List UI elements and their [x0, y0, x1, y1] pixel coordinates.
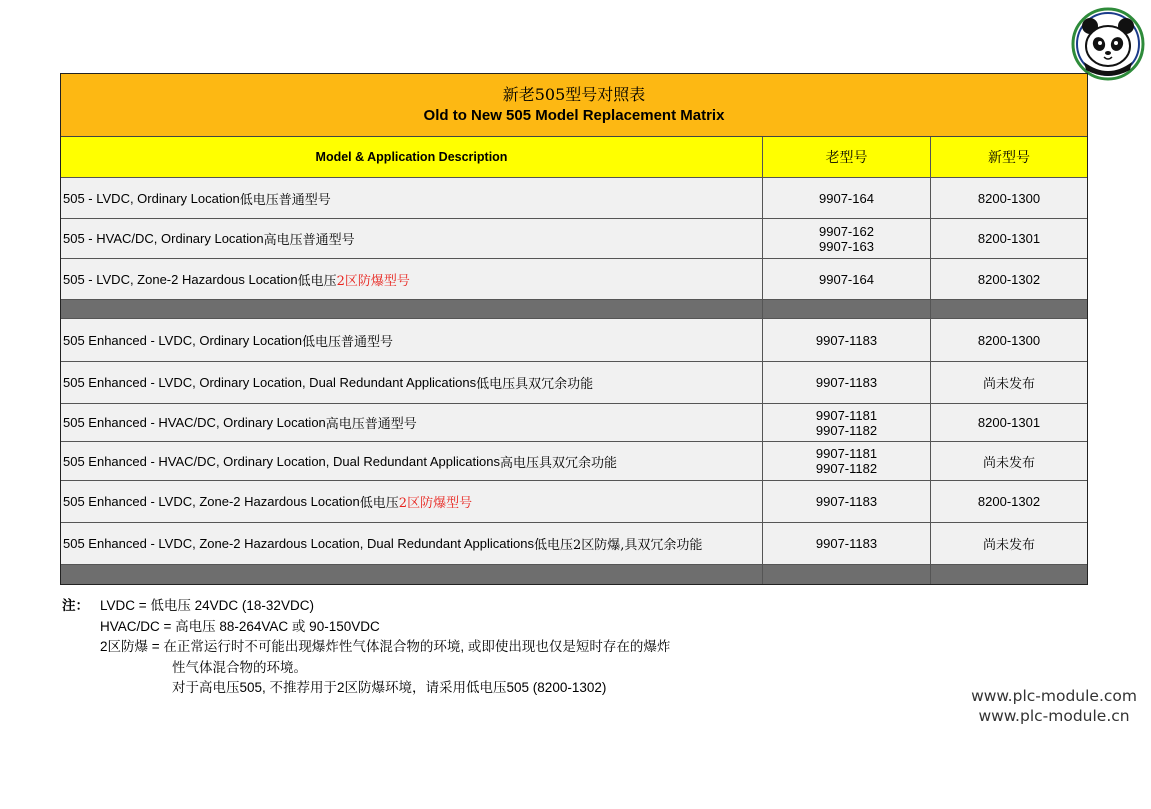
header-row: [61, 137, 1087, 178]
old-model-cell: [763, 523, 931, 564]
note-text: HVAC/DC = 高电压 88-264VAC 或 90-150VDC: [100, 618, 380, 634]
row-description: [61, 362, 763, 403]
old-model: 9907-162: [819, 223, 874, 239]
old-model: 9907-163: [819, 238, 874, 254]
old-model: 9907-1182: [815, 461, 878, 476]
new-model-cell: 8200-1301: [977, 415, 1041, 430]
table-row: [61, 259, 1087, 300]
new-model-cell: 8200-1301: [977, 231, 1041, 246]
website-info: [971, 686, 1137, 726]
new-model-cell: 8200-1300: [977, 190, 1041, 206]
separator-cell: [763, 300, 931, 318]
title-chinese: 新老505型号对照表: [502, 85, 646, 104]
old-model: 9907-164: [819, 271, 874, 287]
notes-section: [62, 596, 670, 699]
table-row: [61, 523, 1087, 565]
old-model-cell: [763, 259, 931, 299]
header-old-model: 老型号: [763, 137, 931, 177]
old-model-cell: [763, 319, 931, 361]
description-english: 505 Enhanced - HVAC/DC, Ordinary Location: [63, 415, 326, 430]
description-english: 505 Enhanced - LVDC, Ordinary Location: [63, 332, 302, 348]
row-description: [61, 481, 763, 522]
description-english: 505 Enhanced - LVDC, Zone-2 Hazardous Location: [63, 494, 360, 509]
row-description: [61, 404, 763, 441]
separator-cell: [61, 565, 763, 584]
old-model-cell: [763, 404, 931, 441]
old-model: 9907-1181: [815, 446, 878, 461]
note-line: [62, 596, 670, 617]
header-description: Model & Application Description: [61, 137, 763, 177]
row-description: [61, 319, 763, 361]
new-model-cell: 尚未发布: [982, 377, 1035, 392]
old-model: 9907-1183: [815, 332, 878, 348]
title-english: Old to New 505 Model Replacement Matrix: [423, 107, 725, 124]
row-description: [61, 178, 763, 218]
notes-label: 注：: [62, 598, 89, 613]
note-line: [62, 637, 670, 658]
note-text: 2区防爆 = 在正常运行时不可能出现爆炸性气体混合物的环境, 或即使出现也仅是短时存在的爆炸: [100, 639, 671, 654]
note-text: LVDC = 低电压 24VDC (18-32VDC): [100, 598, 314, 613]
note-text: 对于高电压505, 不推荐用于2区防爆环境，请采用低电压505 (8200-1302): [172, 680, 607, 695]
note-line: [62, 678, 670, 699]
description-chinese: 高电压普通型号: [263, 233, 355, 248]
description-english: 505 - HVAC/DC, Ordinary Location: [63, 231, 264, 246]
description-chinese: 低电压2区防爆,具双冗余功能: [533, 538, 703, 553]
note-line: [62, 658, 670, 679]
new-model-cell: 8200-1300: [977, 332, 1041, 348]
row-description: [61, 523, 763, 564]
description-chinese: 高电压普通型号: [325, 417, 417, 432]
separator-cell: [931, 565, 1087, 584]
table-title: [61, 74, 1087, 137]
description-chinese-highlight: 2区防爆型号: [336, 273, 410, 289]
new-model-cell: 尚未发布: [982, 455, 1035, 471]
row-description: [61, 442, 763, 480]
website-url-com: www.plc-module.com: [971, 687, 1137, 705]
new-model-cell: 8200-1302: [977, 271, 1041, 287]
description-chinese: 低电压具双冗余功能: [476, 377, 594, 392]
separator-cell: [61, 300, 763, 318]
separator-cell: [931, 300, 1087, 318]
description-chinese: 低电压普通型号: [239, 192, 331, 208]
table-row: [61, 362, 1087, 404]
description-english: 505 Enhanced - LVDC, Zone-2 Hazardous Location, Dual Redundant Applications: [63, 536, 534, 551]
description-chinese: 低电压普通型号: [301, 334, 393, 350]
old-model: 9907-1181: [815, 407, 878, 423]
old-model: 9907-164: [819, 190, 874, 206]
description-english: 505 - LVDC, Zone-2 Hazardous Location: [63, 271, 298, 287]
description-english: 505 - LVDC, Ordinary Location: [63, 190, 240, 206]
description-chinese: 低电压: [359, 496, 399, 511]
old-model: 9907-1182: [815, 422, 878, 438]
description-chinese: 低电压: [297, 273, 337, 289]
row-description: [61, 219, 763, 258]
new-model-cell: 8200-1302: [977, 494, 1041, 509]
table-row: [61, 219, 1087, 259]
row-description: [61, 259, 763, 299]
table-row: [61, 319, 1087, 362]
description-chinese: 高电压具双冗余功能: [499, 455, 617, 471]
old-model-cell: [763, 219, 931, 258]
new-model-cell: 尚未发布: [982, 538, 1035, 553]
old-model: 9907-1183: [815, 375, 878, 390]
table-row: [61, 178, 1087, 219]
old-model: 9907-1183: [815, 494, 878, 509]
header-new-model: 新型号: [988, 150, 1030, 166]
website-url-cn: www.plc-module.cn: [978, 707, 1130, 725]
table-row: [61, 442, 1087, 481]
replacement-matrix-table: [60, 73, 1088, 585]
old-model-cell: [763, 178, 931, 218]
table-row: [61, 404, 1087, 442]
separator-cell: [763, 565, 931, 584]
old-model-cell: [763, 481, 931, 522]
description-english: 505 Enhanced - HVAC/DC, Ordinary Location, Dual Redundant Applications: [63, 453, 500, 469]
separator-row: [61, 565, 1087, 584]
note-text: 性气体混合物的环境。: [172, 659, 307, 675]
separator-row: [61, 300, 1087, 319]
old-model: 9907-1183: [815, 536, 878, 551]
old-model-cell: [763, 442, 931, 480]
description-chinese-highlight: 2区防爆型号: [398, 496, 473, 511]
panda-logo: [1070, 6, 1146, 82]
note-line: [62, 617, 670, 638]
old-model-cell: [763, 362, 931, 403]
table-row: [61, 481, 1087, 523]
description-english: 505 Enhanced - LVDC, Ordinary Location, Dual Redundant Applications: [63, 375, 477, 390]
